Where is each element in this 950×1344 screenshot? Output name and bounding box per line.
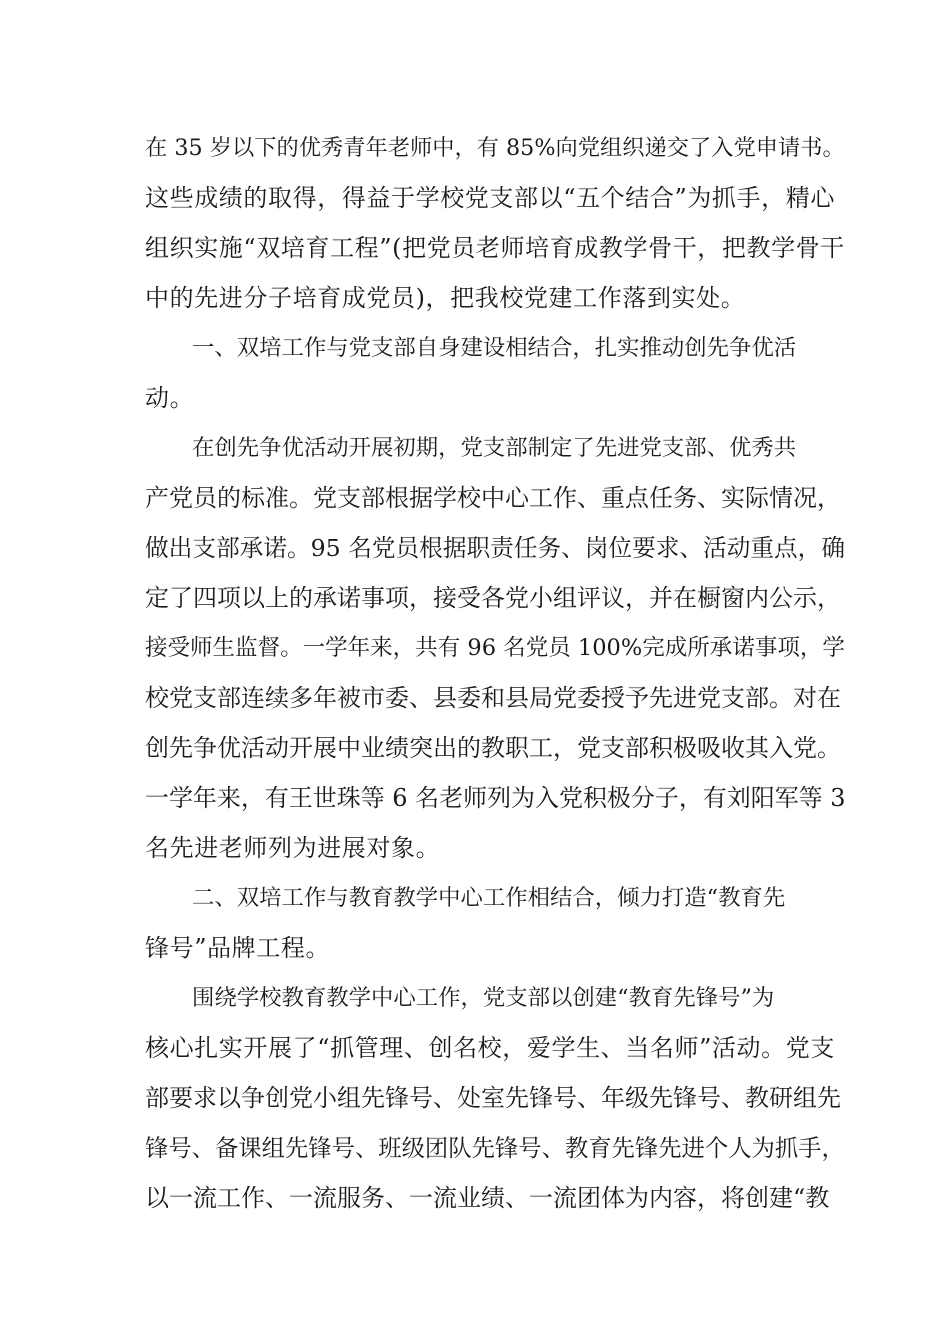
text-line: 做出支部承诺。95 名党员根据职责任务、岗位要求、活动重点，确	[145, 534, 845, 562]
text-line: 名先进老师列为进展对象。	[145, 834, 441, 862]
text-line: 中的先进分子培育成党员)，把我校党建工作落到实处。	[145, 284, 746, 312]
text-line: 核心扎实开展了“抓管理、创名校，爱学生、当名师”活动。党支	[145, 1034, 835, 1062]
section-heading-2: 二、双培工作与教育教学中心工作相结合，倾力打造“教育先	[192, 885, 786, 911]
text-line: 动。	[145, 384, 195, 412]
paragraph-start: 围绕学校教育教学中心工作，党支部以创建“教育先锋号”为	[192, 985, 775, 1011]
paragraph-start: 在创先争优活动开展初期，党支部制定了先进党支部、优秀共	[192, 435, 797, 461]
text-line: 校党支部连续多年被市委、县委和县局党委授予先进党支部。对在	[145, 684, 841, 712]
text-line: 定了四项以上的承诺事项，接受各党小组评议，并在橱窗内公示，	[145, 584, 841, 612]
text-line: 这些成绩的取得，得益于学校党支部以“五个结合”为抓手，精心	[145, 184, 835, 212]
text-line: 组织实施“双培育工程”(把党员老师培育成教学骨干，把教学骨干	[145, 234, 845, 262]
text-line: 创先争优活动开展中业绩突出的教职工，党支部积极吸收其入党。	[145, 734, 841, 762]
section-heading-1: 一、双培工作与党支部自身建设相结合，扎实推动创先争优活	[192, 335, 797, 361]
text-line: 锋号、备课组先锋号、班级团队先锋号、教育先锋先进个人为抓手，	[145, 1134, 845, 1162]
text-line: 部要求以争创党小组先锋号、处室先锋号、年级先锋号、教研组先	[145, 1084, 841, 1112]
text-line: 产党员的标准。党支部根据学校中心工作、重点任务、实际情况，	[145, 484, 841, 512]
text-line: 以一流工作、一流服务、一流业绩、一流团体为内容，将创建“教	[145, 1184, 830, 1212]
text-line: 一学年来，有王世珠等 6 名老师列为入党积极分子，有刘阳军等 3	[145, 784, 846, 812]
text-line: 接受师生监督。一学年来，共有 96 名党员 100%完成所承诺事项，学	[145, 635, 845, 661]
text-line: 锋号”品牌工程。	[145, 934, 331, 962]
text-line: 在 35 岁以下的优秀青年老师中，有 85%向党组织递交了入党申请书。	[145, 135, 845, 161]
